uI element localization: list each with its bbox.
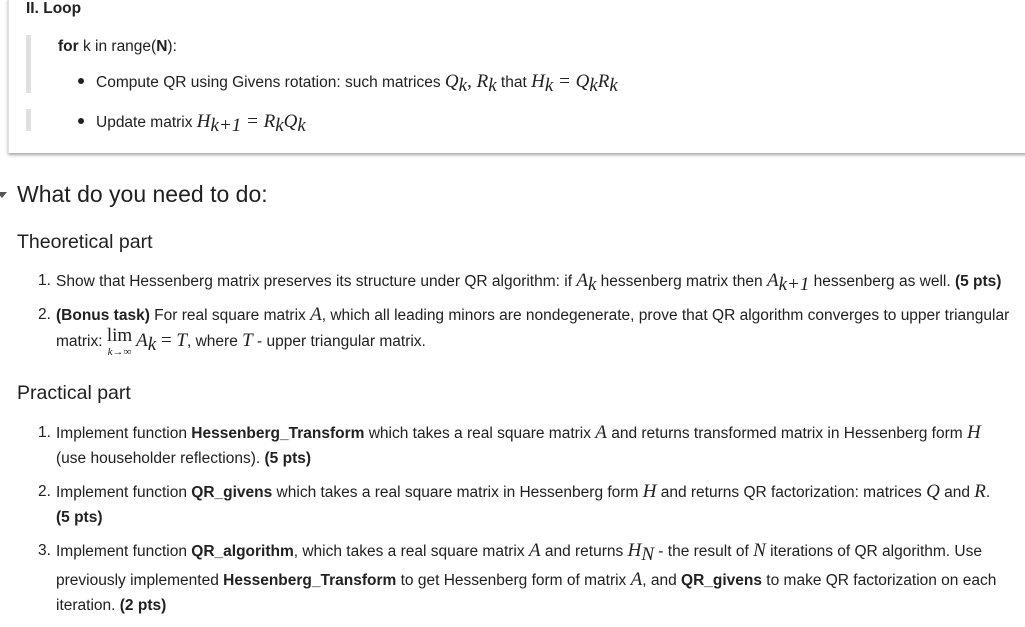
collapse-caret-icon[interactable] xyxy=(0,192,7,198)
quote-bar xyxy=(26,109,31,131)
list-item: Compute QR using Givens rotation: such matrices $Q_k$, $R_k$ that $H_k = Q_kR_k$ xyxy=(78,71,618,97)
theoretical-heading: Theoretical part xyxy=(17,231,153,253)
bullet-icon xyxy=(78,78,84,84)
loop-title: II. Loop xyxy=(26,0,82,17)
bullet-icon xyxy=(78,118,84,124)
section-heading: What do you need to do: xyxy=(17,181,268,207)
limit-expression: lim k→∞ xyxy=(106,325,133,358)
loop-code-line: for k in range(N): xyxy=(58,38,177,55)
loop-section xyxy=(8,0,1025,153)
list-item: Update matrix $H_{k+1} = R_kQ_k$ xyxy=(78,111,306,137)
practical-heading: Practical part xyxy=(17,382,131,404)
quote-bar xyxy=(26,35,31,93)
